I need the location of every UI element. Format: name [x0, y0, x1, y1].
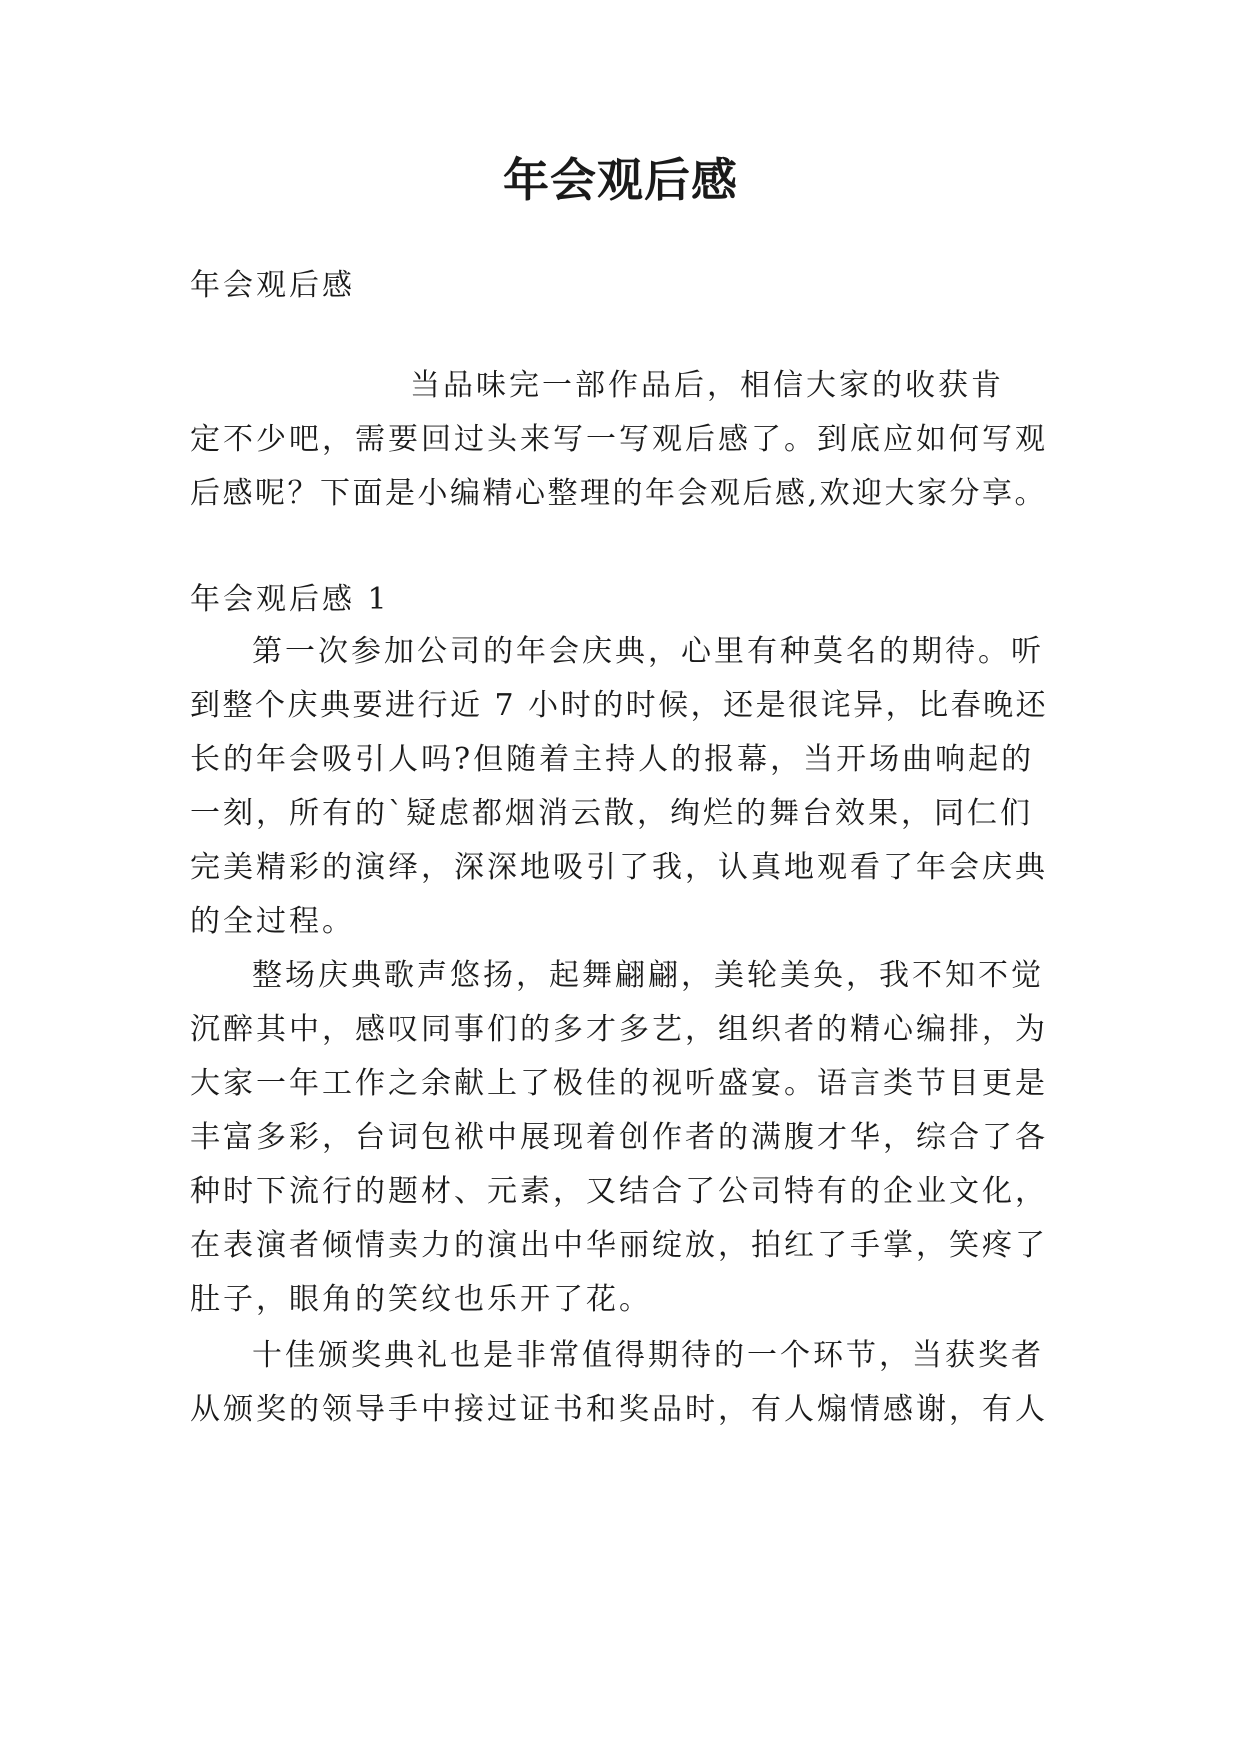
document-title: 年会观后感 [503, 153, 738, 207]
paragraph-line: 种时下流行的题材、元素，又结合了公司特有的企业文化， [190, 1174, 1048, 1209]
paragraph-line: 沉醉其中，感叹同事们的多才多艺，组织者的精心编排，为 [190, 1012, 1048, 1047]
paragraph-line: 丰富多彩，台词包袱中展现着创作者的满腹才华，综合了各 [190, 1120, 1048, 1155]
paragraph-line: 大家一年工作之余献上了极佳的视听盛宴。语言类节目更是 [190, 1066, 1048, 1101]
paragraph-line: 第一次参加公司的年会庆典，心里有种莫名的期待。听 [252, 634, 1044, 669]
document-subtitle: 年会观后感 [190, 268, 355, 303]
paragraph-line: 到整个庆典要进行近 7 小时的时候，还是很诧异，比春晚还 [190, 688, 1049, 723]
paragraph-line: 肚子，眼角的笑纹也乐开了花。 [190, 1282, 652, 1317]
paragraph-line: 整场庆典歌声悠扬，起舞翩翩，美轮美奂，我不知不觉 [252, 958, 1044, 993]
section-heading: 年会观后感 1 [190, 582, 390, 617]
paragraph-line: 十佳颁奖典礼也是非常值得期待的一个环节，当获奖者 [252, 1338, 1044, 1373]
paragraph-line: 一刻，所有的`疑虑都烟消云散，绚烂的舞台效果，同仁们 [190, 796, 1033, 831]
paragraph-line: 在表演者倾情卖力的演出中华丽绽放，拍红了手掌，笑疼了 [190, 1228, 1048, 1263]
paragraph-line: 的全过程。 [190, 904, 355, 939]
paragraph-line: 长的年会吸引人吗?但随着主持人的报幕，当开场曲响起的 [190, 742, 1035, 777]
intro-line: 当品味完一部作品后，相信大家的收获肯 [410, 368, 1004, 403]
paragraph-line: 完美精彩的演绎，深深地吸引了我，认真地观看了年会庆典 [190, 850, 1048, 885]
intro-line: 定不少吧，需要回过头来写一写观后感了。到底应如何写观 [190, 422, 1048, 457]
intro-line: 后感呢？下面是小编精心整理的年会观后感,欢迎大家分享。 [190, 476, 1048, 511]
paragraph-line: 从颁奖的领导手中接过证书和奖品时，有人煽情感谢，有人 [190, 1392, 1048, 1427]
